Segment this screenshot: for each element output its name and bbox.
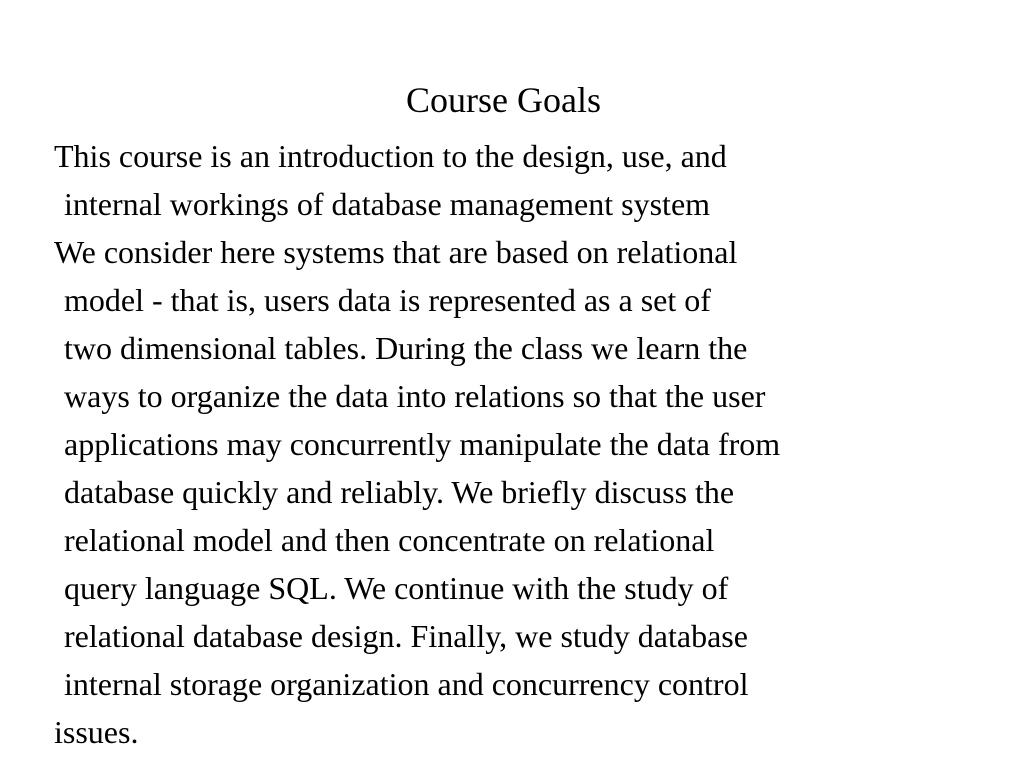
body-line: relational model and then concentrate on relational	[64, 522, 715, 558]
slide-title: Course Goals	[406, 80, 601, 120]
body-line: two dimensional tables. During the class we learn the	[64, 330, 748, 366]
body-line: internal storage organization and concurrency control	[64, 666, 749, 702]
body-line: internal workings of database management system	[64, 186, 711, 222]
body-line: applications may concurrently manipulate the data from	[64, 426, 781, 462]
body-line: ways to organize the data into relations so that the user	[64, 378, 766, 414]
body-line: relational database design. Finally, we study database	[64, 618, 748, 654]
body-line: issues.	[54, 714, 139, 750]
body-line: database quickly and reliably. We briefly discuss the	[64, 474, 735, 510]
body-line: model - that is, users data is represented as a set of	[64, 282, 711, 318]
body-line: query language SQL. We continue with the study of	[64, 570, 729, 606]
body-line: We consider here systems that are based on relational	[54, 234, 738, 270]
body-line: This course is an introduction to the design, use, and	[54, 138, 727, 174]
